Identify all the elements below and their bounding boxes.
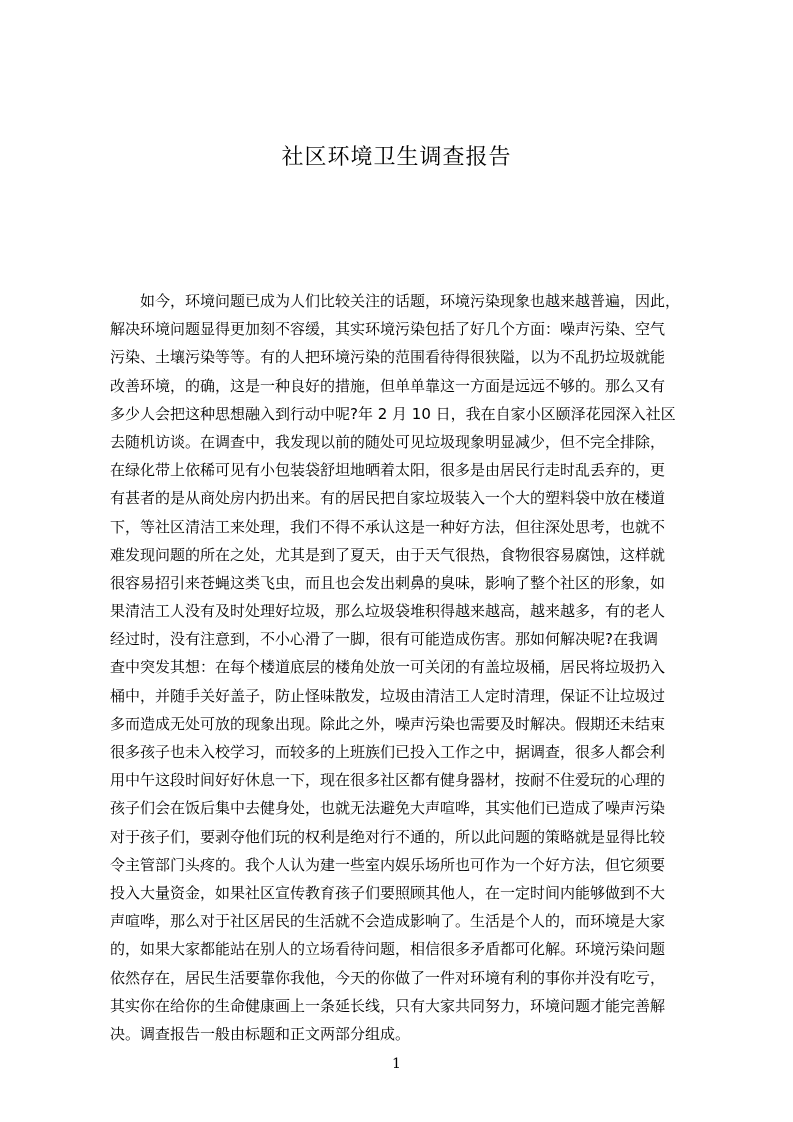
body-line: 多少人会把这种思想融入到行动中呢?年 2 月 10 日，我在自家小区颐泽花园深入社区 <box>110 404 676 423</box>
body-line: 难发现问题的所在之处，尤其是到了夏天，由于天气很热，食物很容易腐蚀，这样就 <box>110 545 666 564</box>
body-line: 多而造成无处可放的现象出现。除此之外，噪声污染也需要及时解决。假期还未结束 <box>110 714 666 733</box>
body-line: 污染、土壤污染等等。有的人把环境污染的范围看待得很狭隘，以为不乱扔垃圾就能 <box>110 348 666 367</box>
body-line: 令主管部门头疼的。我个人认为建一些室内娱乐场所也可作为一个好方法，但它须要 <box>110 855 666 874</box>
body-line: 果清洁工人没有及时处理好垃圾，那么垃圾袋堆积得越来越高，越来越多，有的老人 <box>110 602 666 621</box>
body-line: 去随机访谈。在调查中，我发现以前的随处可见垃圾现象明显减少，但不完全排除， <box>110 432 666 451</box>
body-line: 下，等社区清洁工来处理，我们不得不承认这是一种好方法，但往深处思考，也就不 <box>110 517 666 536</box>
body-line: 有甚者的是从商处房内扔出来。有的居民把自家垃圾装入一个大的塑料袋中放在楼道 <box>110 489 666 508</box>
page-number: 1 <box>392 1056 401 1072</box>
body-line: 用中午这段时间好好休息一下，现在很多社区都有健身器材，按耐不住爱玩的心理的 <box>110 771 666 790</box>
body-line: 孩子们会在饭后集中去健身处，也就无法避免大声喧哗，其实他们已造成了噪声污染 <box>110 799 666 818</box>
body-line: 查中突发其想：在每个楼道底层的楼角处放一可关闭的有盖垃圾桶，居民将垃圾扔入 <box>110 658 666 677</box>
body-line: 桶中，并随手关好盖子，防止怪味散发，垃圾由清洁工人定时清理，保证不让垃圾过 <box>110 686 666 705</box>
body-line: 依然存在，居民生活要靠你我他，今天的你做了一件对环境有利的事你并没有吃亏， <box>110 968 666 987</box>
page-title: 社区环境卫生调查报告 <box>281 145 512 170</box>
body-line: 声喧哗，那么对于社区居民的生活就不会造成影响了。生活是个人的，而环境是大家 <box>110 912 666 931</box>
body-line: 的，如果大家都能站在别人的立场看待问题，相信很多矛盾都可化解。环境污染问题 <box>110 940 666 959</box>
body-line: 改善环境，的确，这是一种良好的措施，但单单靠这一方面是远远不够的。那么又有 <box>110 376 666 395</box>
body-line: 在绿化带上依稀可见有小包装袋舒坦地晒着太阳，很多是由居民行走时乱丢弃的，更 <box>110 461 666 480</box>
body-line: 投入大量资金，如果社区宣传教育孩子们要照顾其他人，在一定时间内能够做到不大 <box>110 883 666 902</box>
body-line: 很多孩子也未入校学习，而较多的上班族们已投入工作之中，据调查，很多人都会利 <box>110 743 666 761</box>
body-line: 很容易招引来苍蝇这类飞虫，而且也会发出刺鼻的臭味，影响了整个社区的形象，如 <box>110 573 666 592</box>
body-line: 其实你在给你的生命健康画上一条延长线，只有大家共同努力，环境问题才能完善解 <box>110 996 666 1015</box>
body-paragraph <box>110 287 700 1048</box>
body-line: 经过时，没有注意到，不小心滑了一脚，很有可能造成伤害。那如何解决呢?在我调 <box>110 630 658 649</box>
body-line: 如今，环境问题已成为人们比较关注的话题，环境污染现象也越来越普遍，因此， <box>140 292 681 310</box>
body-line: 决。调查报告一般由标题和正文两部分组成。 <box>110 1024 411 1043</box>
body-line: 对于孩子们，要剥夺他们玩的权利是绝对行不通的，所以此问题的策略就是显得比较 <box>110 827 666 846</box>
body-line: 解决环境问题显得更加刻不容缓，其实环境污染包括了好几个方面：噪声污染、空气 <box>110 320 666 339</box>
